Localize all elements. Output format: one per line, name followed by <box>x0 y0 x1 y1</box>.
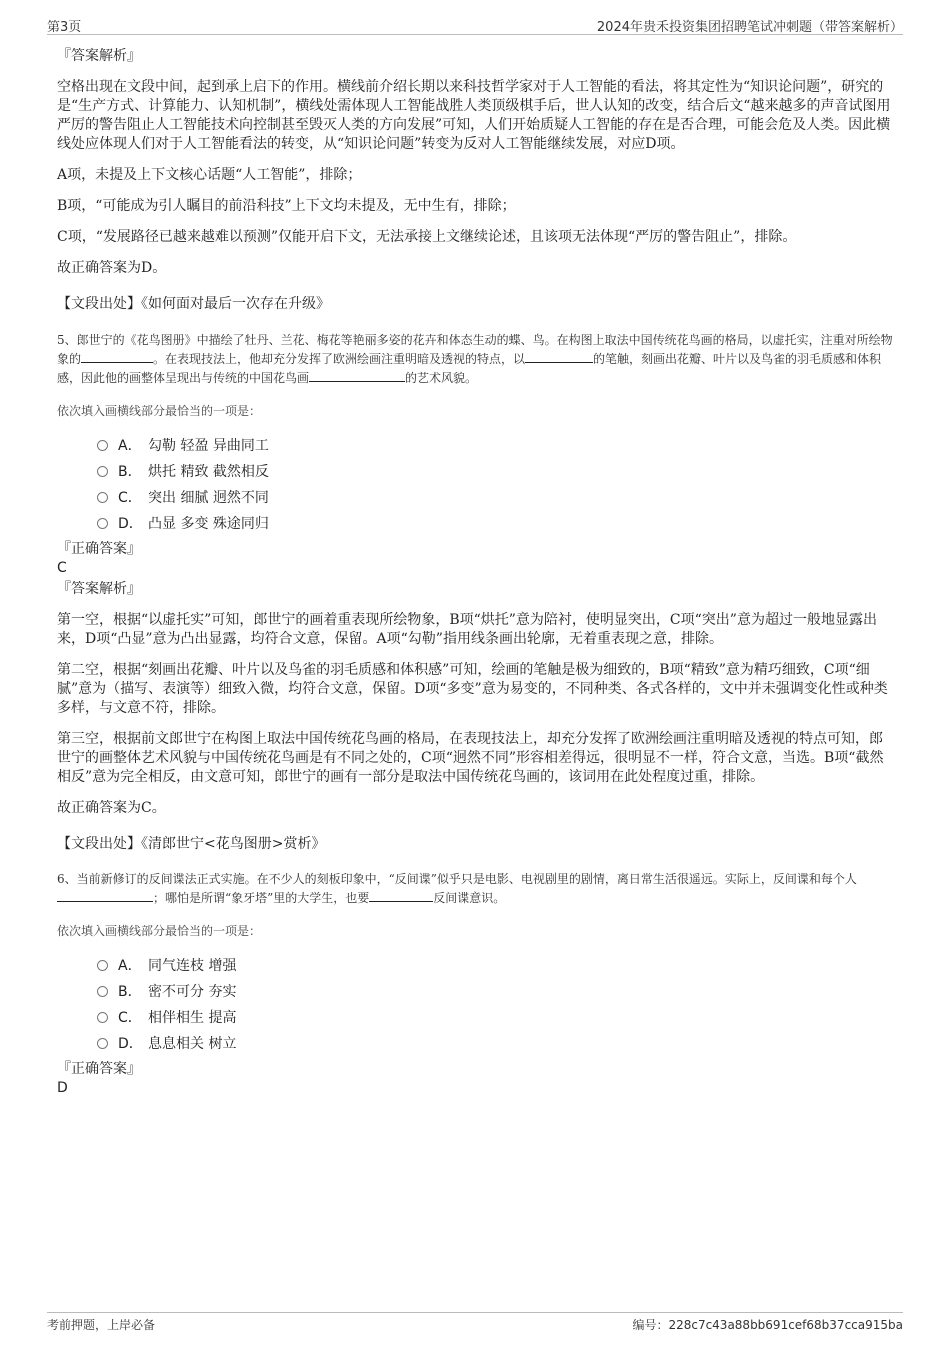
page-header <box>47 14 903 35</box>
radio-button[interactable] <box>97 960 108 971</box>
option-text: 密不可分 夯实 <box>148 984 237 1000</box>
stem-part: 。在表现技法上，他却充分发挥了欧洲绘画注重明暗及透视的特点，以 <box>153 352 526 366</box>
analysis-paragraph-1: 第一空，根据“以虚托实”可知，郎世宁的画着重表现所绘物象，B项“烘托”意为陪衬，使明显突出，C项“突出”意为超过一般地显露出来，D项“凸显”意为凸出显露，均符合文意，保留。A项“勾勒”指用线条画出轮廓，无着重表现之意，排除。 <box>57 612 877 647</box>
radio-button[interactable] <box>97 440 108 451</box>
option-b[interactable] <box>97 979 893 1005</box>
correct-answer: D <box>57 1080 68 1096</box>
blank-3 <box>309 369 405 382</box>
analysis-paragraph-3: 第三空，根据前文郎世宁在构图上取法中国传统花鸟画的格局，在表现技法上，却充分发挥了欧洲绘画注重明暗及透视的特点可知，郎世宁的画整体艺术风貌与中国传统花鸟画是有不同之处的，C项“迥然不同”形容相差得远，很明显不一样，符合文意，当选。B项“截然相反”意为完全相反，由文意可知，郎世宁的画有一部分是取法中国传统花鸟画的，该词用在此处程度过重，排除。 <box>57 731 884 785</box>
radio-button[interactable] <box>97 492 108 503</box>
q4-analysis-section <box>57 46 893 314</box>
source-citation: 【文段出处】《如何面对最后一次存在升级》 <box>57 296 330 312</box>
radio-button[interactable] <box>97 518 108 529</box>
page-content <box>57 46 893 1097</box>
option-text: 息息相关 树立 <box>148 1036 237 1052</box>
blank-1 <box>81 350 153 363</box>
blank-2 <box>369 889 433 902</box>
option-a[interactable] <box>97 953 893 979</box>
radio-button[interactable] <box>97 986 108 997</box>
options-list <box>97 433 893 537</box>
option-text: 勾勒 轻盈 异曲同工 <box>148 438 269 454</box>
question-stem <box>57 331 893 388</box>
option-letter: B． <box>118 464 142 480</box>
question-prompt: 依次填入画横线部分最恰当的一项是： <box>57 924 262 938</box>
answer-conclusion: 故正确答案为D。 <box>57 260 167 276</box>
options-list <box>97 953 893 1057</box>
option-text: 突出 细腻 迥然不同 <box>148 490 269 506</box>
stem-part: 5、郎世宁的《花鸟图册》中描绘了牡丹、兰花、梅花等艳丽多姿的花卉和体态生动的蝶、鸟。在构图上取法中国传统花鸟画的格局，以虚托实，注重对所绘物象的 <box>57 333 893 366</box>
correct-answer-label: 『正确答案』 <box>57 1061 141 1077</box>
option-letter: C． <box>118 1010 142 1026</box>
document-title: 2024年贵禾投资集团招聘笔试冲刺题（带答案解析） <box>596 20 903 35</box>
analysis-label: 『答案解析』 <box>57 48 141 64</box>
document-serial: 编号：228c7c43a88bb691cef68b37cca915ba <box>632 1318 903 1332</box>
analysis-label: 『答案解析』 <box>57 581 141 597</box>
option-c[interactable] <box>97 485 893 511</box>
stem-part: 的笔触，刻画出花瓣、叶片以及鸟雀的羽毛质感和体积感，因此他的画整体呈现出与传统的中国花鸟画 <box>57 352 882 385</box>
stem-part: 6、当前新修订的反间谍法正式实施。在不少人的刻板印象中，“反间谍”似乎只是电影、电视剧里的剧情，离日常生活很遥远。实际上，反间谍和每个人 <box>57 872 857 886</box>
question-stem <box>57 870 893 908</box>
question-5 <box>57 331 893 854</box>
stem-part: ；哪怕是所谓“象牙塔”里的大学生，也要 <box>153 891 370 905</box>
blank-1 <box>57 889 153 902</box>
source-citation: 【文段出处】《清郎世宁<花鸟图册>赏析》 <box>57 836 326 852</box>
blank-2 <box>525 350 593 363</box>
option-d[interactable] <box>97 1031 893 1057</box>
stem-part: 反间谍意识。 <box>433 891 506 905</box>
option-letter: A． <box>118 438 142 454</box>
option-d[interactable] <box>97 511 893 537</box>
page-number: 第3页 <box>47 20 82 35</box>
radio-button[interactable] <box>97 1038 108 1049</box>
analysis-option-b: B项，“可能成为引人瞩目的前沿科技”上下文均未提及，无中生有，排除； <box>57 198 516 214</box>
option-letter: D． <box>118 516 143 532</box>
option-letter: B． <box>118 984 142 1000</box>
analysis-paragraph: 空格出现在文段中间，起到承上启下的作用。横线前介绍长期以来科技哲学家对于人工智能的看法，将其定性为“知识论问题”，研究的是“生产方式、计算能力、认知机制”，横线处需体现人工智能战胜人类顶级棋手后，世人认知的改变，结合后文“越来越多的声音试图用严厉的警告阻止人工智能技术向控制甚至毁灭人类的方向发展”可知，人们开始质疑人工智能的存在是否合理，可能会危及人类。因此横线处应体现人们对于人工智能看法的转变，从“知识论问题”转变为反对人工智能继续发展，对应D项。 <box>57 79 891 152</box>
option-letter: D． <box>118 1036 143 1052</box>
answer-conclusion: 故正确答案为C。 <box>57 800 166 816</box>
footer-slogan: 考前押题，上岸必备 <box>47 1318 156 1332</box>
option-text: 凸显 多变 殊途同归 <box>148 516 269 532</box>
question-prompt: 依次填入画横线部分最恰当的一项是： <box>57 404 262 418</box>
option-letter: A． <box>118 958 142 974</box>
page-footer <box>47 1312 903 1335</box>
option-text: 相伴相生 提高 <box>148 1010 237 1026</box>
correct-answer-label: 『正确答案』 <box>57 541 141 557</box>
correct-answer: C <box>57 560 67 576</box>
analysis-option-c: C项，“发展路径已越来越难以预测”仅能开启下文，无法承接上文继续论述，且该项无法体现“严厉的警告阻止”，排除。 <box>57 229 797 245</box>
stem-part: 的艺术风貌。 <box>405 371 478 385</box>
radio-button[interactable] <box>97 1012 108 1023</box>
radio-button[interactable] <box>97 466 108 477</box>
option-text: 烘托 精致 截然相反 <box>148 464 269 480</box>
analysis-paragraph-2: 第二空，根据“刻画出花瓣、叶片以及鸟雀的羽毛质感和体积感”可知，绘画的笔触是极为细致的，B项“精致”意为精巧细致，C项“细腻”意为（描写、表演等）细致入微，均符合文意，保留。D项“多变”意为易变的，不同种类、各式各样的，文中并未强调变化性或种类多样，与文意不符，排除。 <box>57 662 888 716</box>
question-6 <box>57 870 893 1097</box>
option-letter: C． <box>118 490 142 506</box>
analysis-option-a: A项，未提及上下文核心话题“人工智能”，排除； <box>57 167 362 183</box>
option-text: 同气连枝 增强 <box>148 958 237 974</box>
option-c[interactable] <box>97 1005 893 1031</box>
option-b[interactable] <box>97 459 893 485</box>
option-a[interactable] <box>97 433 893 459</box>
